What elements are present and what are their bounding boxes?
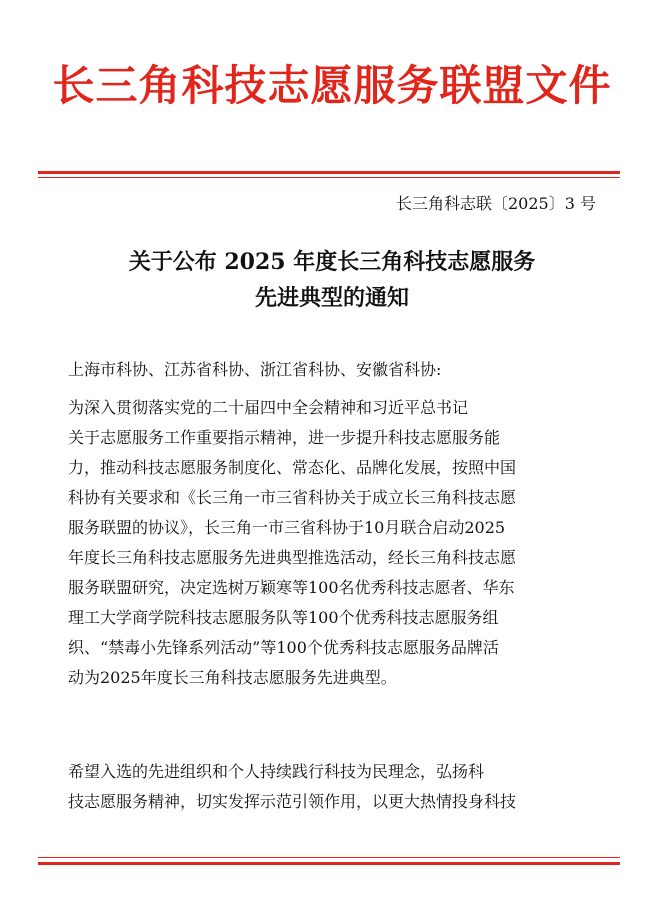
paragraph-2 xyxy=(68,757,598,817)
paragraph-line: 理工大学商学院科技志愿服务队等100个优秀科技志愿服务组 xyxy=(68,608,499,627)
paragraph-line: 织、“禁毒小先锋系列活动”等100个优秀科技志愿服务品牌活 xyxy=(68,638,499,657)
paragraph-line: 技志愿服务精神，切实发挥示范引领作用，以更大热情投身科技 xyxy=(68,792,517,811)
header-divider-thick xyxy=(38,171,620,174)
footer-divider-thick xyxy=(38,862,620,865)
paragraph-line: 关于志愿服务工作重要指示精神，进一步提升科技志愿服务能 xyxy=(68,428,501,447)
footer-divider-thin xyxy=(38,857,620,858)
paragraph-line: 力，推动科技志愿服务制度化、常态化、品牌化发展，按照中国 xyxy=(68,458,517,477)
notice-title-line-1: 关于公布 2025 年度长三角科技志愿服务 xyxy=(128,249,536,275)
paragraph-line: 动为2025年度长三角科技志愿服务先进典型。 xyxy=(68,668,397,687)
notice-title xyxy=(0,244,664,316)
paragraph-line: 服务联盟研究，决定选树万颖寒等100名优秀科技志愿者、华东 xyxy=(68,578,515,597)
document-header-title: 长三角科技志愿服务联盟文件 xyxy=(52,61,612,110)
paragraph-line: 年度长三角科技志愿服务先进典型推选活动，经长三角科技志愿 xyxy=(68,548,517,567)
notice-title-line-2: 先进典型的通知 xyxy=(254,285,409,311)
header-divider-thin xyxy=(38,177,620,178)
document-number: 长三角科志联〔2025〕3 号 xyxy=(396,194,596,213)
paragraph-line: 服务联盟的协议》，长三角一市三省科协于10月联合启动2025 xyxy=(68,518,506,537)
paragraph-line: 希望入选的先进组织和个人持续践行科技为民理念，弘扬科 xyxy=(68,762,485,781)
paragraph-1 xyxy=(68,393,598,693)
salutation: 上海市科协、江苏省科协、浙江省科协、安徽省科协: xyxy=(68,360,442,379)
paragraph-line: 科协有关要求和《长三角一市三省科协关于成立长三角科技志愿 xyxy=(68,488,517,507)
paragraph-line: 为深入贯彻落实党的二十届四中全会精神和习近平总书记 xyxy=(68,398,469,417)
